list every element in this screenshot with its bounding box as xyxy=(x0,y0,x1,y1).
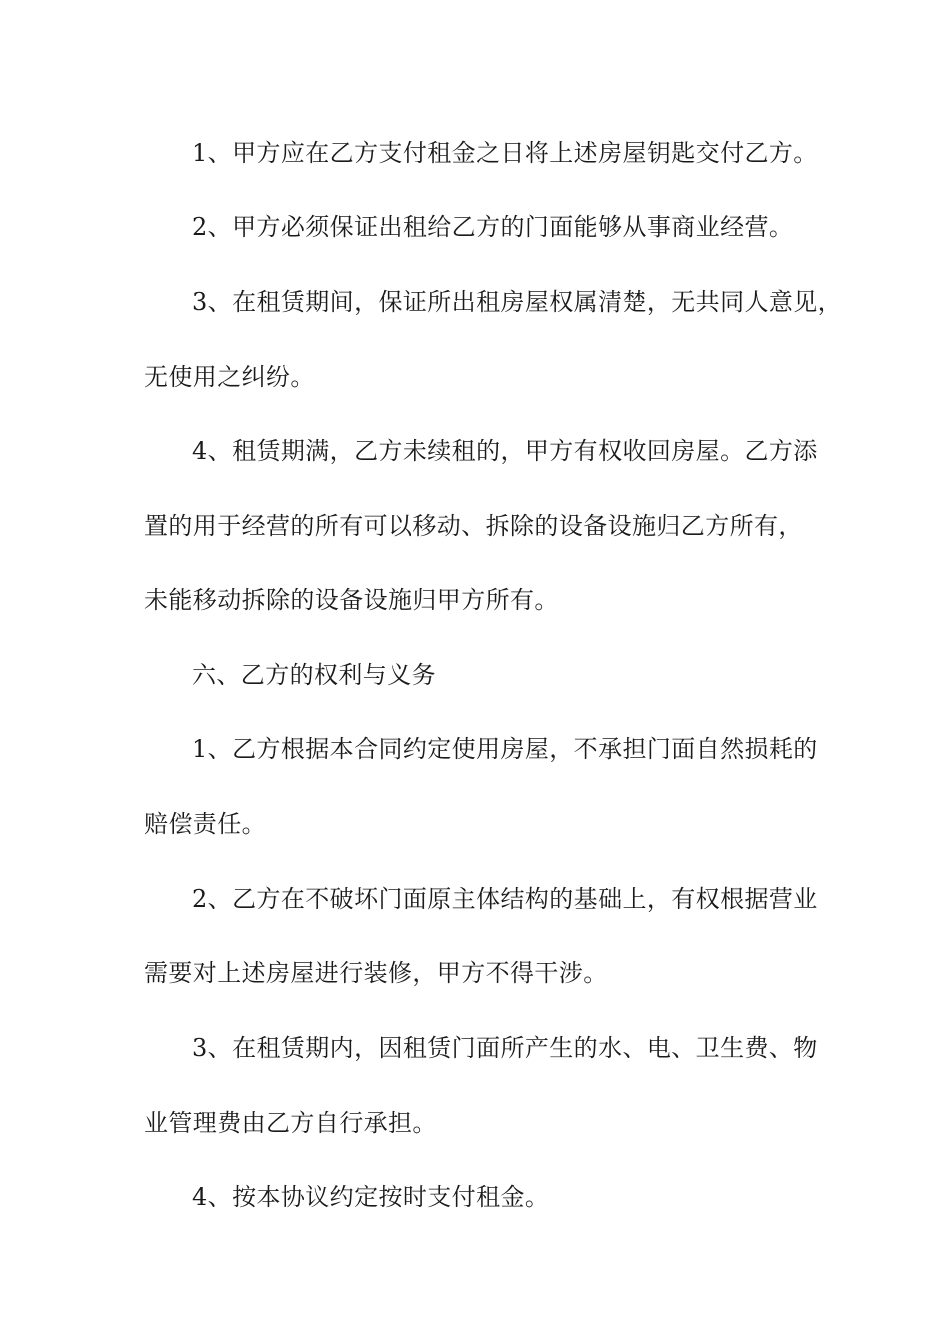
clause-b1-line-2: 赔偿责任。 xyxy=(144,810,266,838)
clause-a3-line-1: 3、在租赁期间，保证所出租房屋权属清楚，无共同人意见， xyxy=(192,288,843,316)
clause-b4-line: 4、按本协议约定按时支付租金。 xyxy=(192,1183,550,1211)
clause-b2-line-2: 需要对上述房屋进行装修，甲方不得干涉。 xyxy=(144,959,608,987)
clause-b2-line-1: 2、乙方在不破坏门面原主体结构的基础上，有权根据营业 xyxy=(192,885,818,913)
clause-a1-line: 1、甲方应在乙方支付租金之日将上述房屋钥匙交付乙方。 xyxy=(192,139,818,167)
clause-b3-line-1: 3、在租赁期内，因租赁门面所产生的水、电、卫生费、物 xyxy=(192,1034,818,1062)
clause-a4-line-3: 未能移动拆除的设备设施归甲方所有。 xyxy=(144,586,559,614)
clause-a4-line-2: 置的用于经营的所有可以移动、拆除的设备设施归乙方所有， xyxy=(144,512,803,540)
clause-b3-line-2: 业管理费由乙方自行承担。 xyxy=(144,1109,437,1137)
clause-a2-line: 2、甲方必须保证出租给乙方的门面能够从事商业经营。 xyxy=(192,213,794,241)
section-heading: 六、乙方的权利与义务 xyxy=(192,661,436,689)
clause-a4-line-1: 4、租赁期满，乙方未续租的，甲方有权收回房屋。乙方添 xyxy=(192,437,818,465)
clause-b1-line-1: 1、乙方根据本合同约定使用房屋，不承担门面自然损耗的 xyxy=(192,735,818,763)
clause-a3-line-2: 无使用之纠纷。 xyxy=(144,363,315,391)
